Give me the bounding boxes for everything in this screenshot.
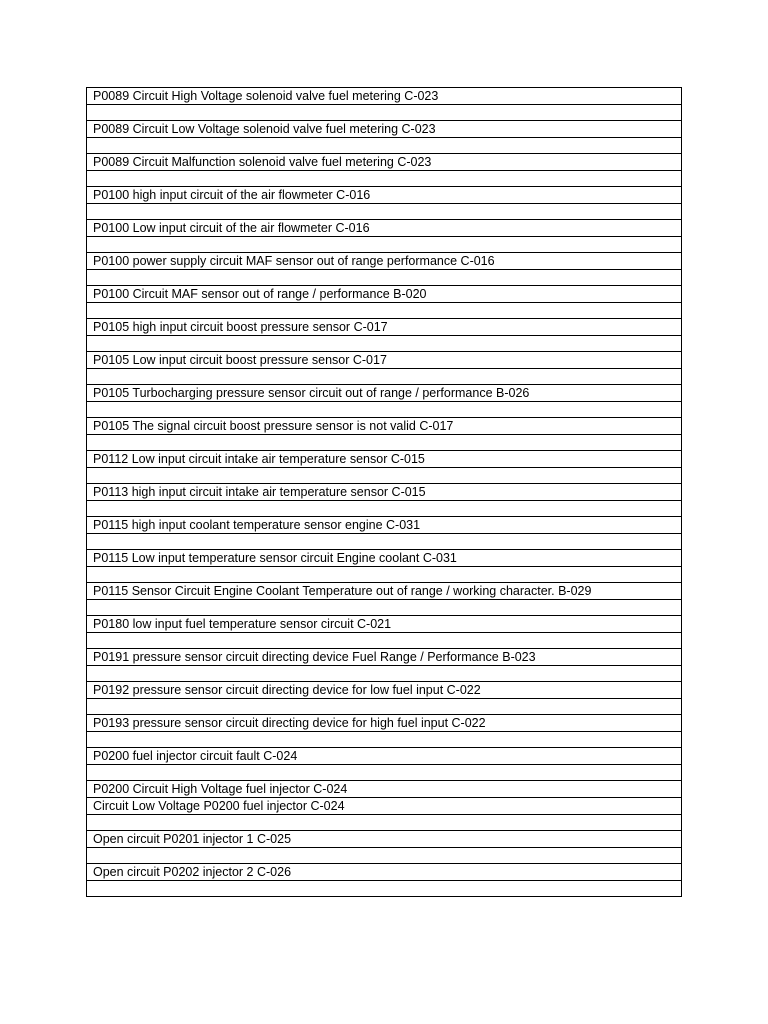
table-row [87, 715, 682, 732]
table-row-empty [87, 633, 682, 649]
table-row [87, 286, 682, 303]
table-cell: P0089 Circuit High Voltage solenoid valve fuel metering C-023 [87, 88, 682, 105]
table-row [87, 451, 682, 468]
fault-code-table-body [87, 88, 682, 897]
table-row-empty [87, 815, 682, 831]
table-row [87, 154, 682, 171]
table-row [87, 517, 682, 534]
table-row [87, 220, 682, 237]
table-row [87, 484, 682, 501]
table-cell: P0100 Low input circuit of the air flowmeter C-016 [87, 220, 682, 237]
table-row-empty [87, 699, 682, 715]
table-cell [87, 468, 682, 484]
table-row-empty [87, 369, 682, 385]
table-cell: Open circuit P0202 injector 2 C-026 [87, 864, 682, 881]
table-cell: P0115 Sensor Circuit Engine Coolant Temperature out of range / working character. B-029 [87, 583, 682, 600]
table-row-empty [87, 204, 682, 220]
table-row-empty [87, 534, 682, 550]
table-row-empty [87, 848, 682, 864]
table-row-empty [87, 138, 682, 154]
table-row-empty [87, 765, 682, 781]
table-row-empty [87, 402, 682, 418]
table-cell [87, 237, 682, 253]
table-cell [87, 699, 682, 715]
table-cell [87, 435, 682, 451]
table-row-empty [87, 237, 682, 253]
table-cell [87, 171, 682, 187]
table-row-empty [87, 666, 682, 682]
table-row [87, 748, 682, 765]
table-cell [87, 204, 682, 220]
table-row [87, 352, 682, 369]
table-cell: P0200 Circuit High Voltage fuel injector C-024 [87, 781, 682, 798]
table-cell: P0100 Circuit MAF sensor out of range / performance B-020 [87, 286, 682, 303]
table-row [87, 781, 682, 798]
table-row-empty [87, 270, 682, 286]
table-row-empty [87, 600, 682, 616]
table-cell: P0115 Low input temperature sensor circuit Engine coolant C-031 [87, 550, 682, 567]
table-cell [87, 270, 682, 286]
table-cell: P0105 Low input circuit boost pressure sensor C-017 [87, 352, 682, 369]
table-cell [87, 567, 682, 583]
table-row [87, 418, 682, 435]
table-row [87, 616, 682, 633]
table-cell: Circuit Low Voltage P0200 fuel injector C-024 [87, 798, 682, 815]
table-row [87, 385, 682, 402]
table-cell: P0115 high input coolant temperature sensor engine C-031 [87, 517, 682, 534]
table-cell [87, 105, 682, 121]
table-row-empty [87, 881, 682, 897]
table-cell: P0192 pressure sensor circuit directing device for low fuel input C-022 [87, 682, 682, 699]
table-cell [87, 402, 682, 418]
table-cell: P0105 The signal circuit boost pressure sensor is not valid C-017 [87, 418, 682, 435]
table-row [87, 121, 682, 138]
table-cell [87, 848, 682, 864]
table-cell: P0191 pressure sensor circuit directing device Fuel Range / Performance B-023 [87, 649, 682, 666]
table-cell [87, 600, 682, 616]
table-cell: P0200 fuel injector circuit fault C-024 [87, 748, 682, 765]
table-cell [87, 765, 682, 781]
table-cell: P0089 Circuit Low Voltage solenoid valve fuel metering C-023 [87, 121, 682, 138]
table-row-empty [87, 567, 682, 583]
table-cell [87, 369, 682, 385]
table-cell [87, 303, 682, 319]
table-row [87, 187, 682, 204]
table-row [87, 319, 682, 336]
table-row [87, 831, 682, 848]
table-row-empty [87, 336, 682, 352]
table-cell [87, 633, 682, 649]
table-row-empty [87, 435, 682, 451]
table-cell: P0112 Low input circuit intake air temperature sensor C-015 [87, 451, 682, 468]
table-row [87, 649, 682, 666]
table-row-empty [87, 171, 682, 187]
table-row [87, 864, 682, 881]
table-cell: P0180 low input fuel temperature sensor circuit C-021 [87, 616, 682, 633]
table-cell [87, 138, 682, 154]
table-cell: P0089 Circuit Malfunction solenoid valve fuel metering C-023 [87, 154, 682, 171]
table-cell [87, 815, 682, 831]
table-cell: P0193 pressure sensor circuit directing device for high fuel input C-022 [87, 715, 682, 732]
table-row-empty [87, 105, 682, 121]
table-row-empty [87, 303, 682, 319]
table-row-empty [87, 501, 682, 517]
table-cell [87, 534, 682, 550]
table-cell: P0105 Turbocharging pressure sensor circuit out of range / performance B-026 [87, 385, 682, 402]
table-row [87, 550, 682, 567]
table-row [87, 682, 682, 699]
table-cell [87, 666, 682, 682]
table-cell: P0105 high input circuit boost pressure sensor C-017 [87, 319, 682, 336]
table-cell: Open circuit P0201 injector 1 C-025 [87, 831, 682, 848]
table-cell [87, 501, 682, 517]
table-cell [87, 732, 682, 748]
table-cell: P0100 power supply circuit MAF sensor out of range performance C-016 [87, 253, 682, 270]
table-row-empty [87, 468, 682, 484]
table-row [87, 583, 682, 600]
table-cell [87, 336, 682, 352]
table-row-empty [87, 732, 682, 748]
table-cell [87, 881, 682, 897]
table-cell: P0113 high input circuit intake air temperature sensor C-015 [87, 484, 682, 501]
fault-code-table [86, 87, 682, 897]
table-row [87, 88, 682, 105]
table-row [87, 798, 682, 815]
table-cell: P0100 high input circuit of the air flowmeter C-016 [87, 187, 682, 204]
table-row [87, 253, 682, 270]
